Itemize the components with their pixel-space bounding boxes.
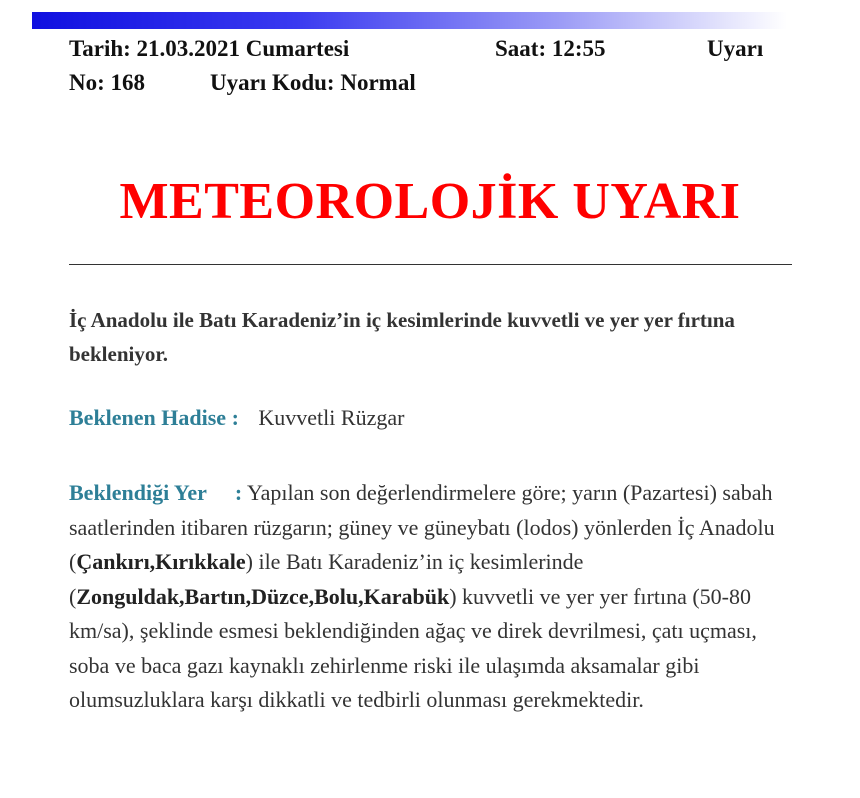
expected-event-value: Kuvvetli Rüzgar	[258, 405, 405, 430]
expected-event-label: Beklenen Hadise :	[69, 405, 239, 430]
warning-word: Uyarı	[707, 36, 764, 61]
header-row-1	[69, 36, 779, 66]
warning-time: Saat: 12:55	[495, 36, 606, 61]
expected-location-label: Beklendiği Yer	[69, 480, 207, 505]
warning-code: Uyarı Kodu: Normal	[210, 70, 416, 95]
warning-date: Tarih: 21.03.2021 Cumartesi	[69, 36, 350, 61]
header-gradient-bar	[32, 12, 787, 29]
location-places-central: Çankırı,Kırıkkale	[76, 549, 246, 574]
location-places-black-sea: Zonguldak,Bartın,Düzce,Bolu,Karabük	[76, 583, 450, 609]
title-divider	[69, 264, 792, 265]
expected-event	[69, 402, 809, 434]
warning-number: No: 168	[69, 70, 146, 95]
location-text-2: ) ile Batı Karadeniz’in iç kesimlerinde (	[69, 549, 584, 609]
expected-location-colon: :	[234, 480, 243, 505]
warning-summary: İç Anadolu ile Batı Karadeniz’in iç kesimlerinde kuvvetli ve yer yer fırtına bekleniyor.	[69, 308, 735, 366]
location-text-1: Yapılan son değerlendirmelere göre; yarın (Pazartesi) sabah saatlerinden itibaren rüzgarın; güney ve güneybatı (lodos) yönlerden İç Anadolu (	[69, 480, 775, 574]
page-title: METEOROLOJİK UYARI	[119, 173, 741, 230]
expected-location	[69, 476, 789, 718]
header-row-2	[69, 70, 779, 100]
location-text-3: ) kuvvetli ve yer yer fırtına (50-80 km/sa), şeklinde esmesi beklendiğinden ağaç ve direk devrilmesi, çatı uçması, soba ve baca gazı kaynaklı zehirlenme riski ile ulaşımda aksamalar gibi olumsuzluklara karşı dikkatli ve tedbirli olunması gerekmektedir.	[69, 583, 757, 712]
